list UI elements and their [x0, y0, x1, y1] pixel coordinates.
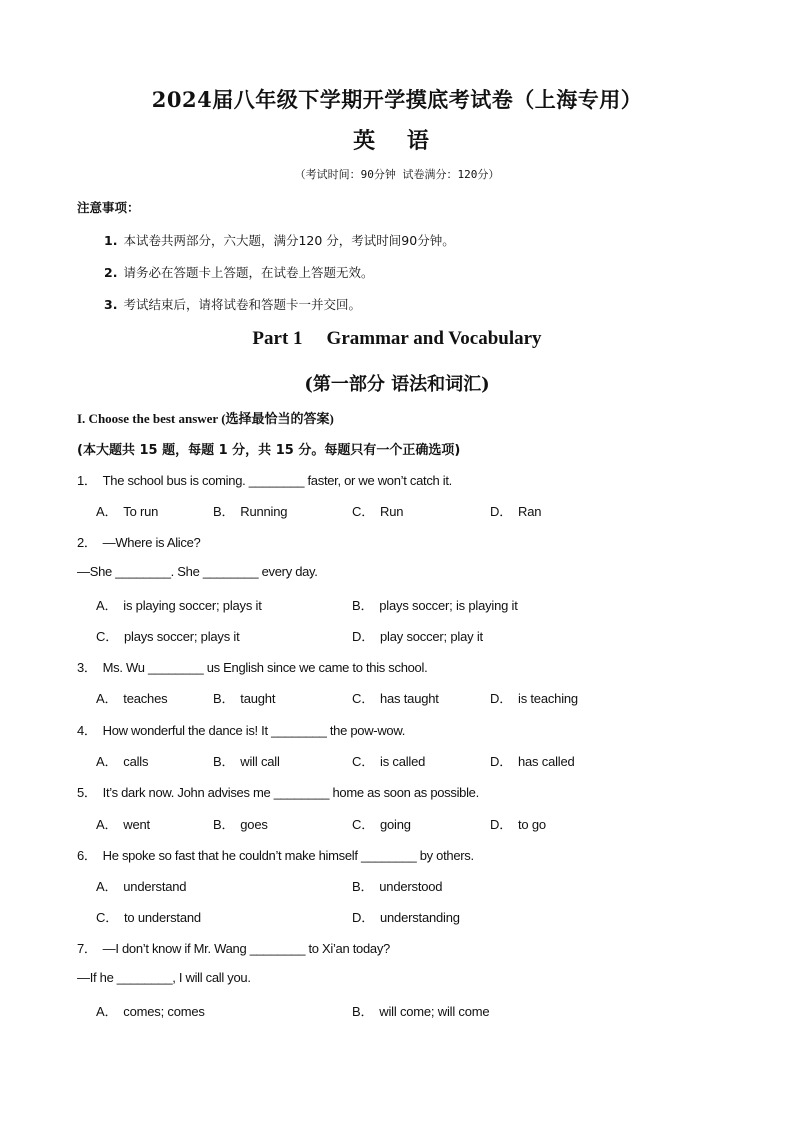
option-letter: C． — [96, 910, 118, 925]
option-letter: A． — [96, 598, 118, 613]
notice-item — [104, 295, 361, 313]
question-number: 1． — [77, 473, 97, 488]
answer-option[interactable] — [213, 814, 268, 833]
subject-title: 英 语 — [353, 128, 441, 154]
answer-option[interactable] — [96, 501, 158, 520]
answer-option[interactable] — [96, 814, 150, 833]
option-text: will call — [240, 754, 280, 769]
notice-item-number: 2. — [104, 265, 118, 280]
notice-heading: 注意事项： — [77, 200, 140, 215]
question-line: —She ________. She ________ every day. — [77, 564, 318, 579]
answer-option[interactable] — [352, 876, 442, 895]
option-letter: A． — [96, 691, 118, 706]
option-text: has called — [518, 754, 575, 769]
answer-option[interactable] — [490, 688, 578, 707]
option-letter: B． — [352, 598, 374, 613]
option-text: play soccer; play it — [380, 629, 483, 644]
answer-option[interactable] — [96, 876, 186, 895]
option-letter: C． — [352, 817, 374, 832]
answer-option[interactable] — [213, 501, 287, 520]
answer-option[interactable] — [490, 501, 541, 520]
option-letter: B． — [213, 817, 235, 832]
notice-item-text: 请务必在答题卡上答题，在试卷上答题无效。 — [123, 265, 374, 280]
answer-option[interactable] — [490, 814, 546, 833]
option-text: went — [123, 817, 150, 832]
option-text: has taught — [380, 691, 439, 706]
option-text: calls — [123, 754, 149, 769]
answer-option[interactable] — [352, 907, 460, 926]
question-stem — [77, 657, 427, 676]
part-title — [0, 328, 794, 350]
option-letter: B． — [213, 504, 235, 519]
option-letter: A． — [96, 1004, 118, 1019]
question-stem — [77, 470, 452, 489]
option-text: will come; will come — [379, 1004, 490, 1019]
notice-item-text: 考试结束后，请将试卷和答题卡一并交回。 — [123, 297, 361, 312]
question-number: 3． — [77, 660, 97, 675]
option-letter: B． — [213, 691, 235, 706]
option-letter: B． — [213, 754, 235, 769]
answer-option[interactable] — [96, 751, 148, 770]
answer-option[interactable] — [352, 501, 403, 520]
question-number: 6． — [77, 848, 97, 863]
option-text: understand — [123, 879, 187, 894]
option-text: Ran — [518, 504, 542, 519]
option-letter: C． — [352, 754, 374, 769]
option-letter: D． — [490, 504, 512, 519]
answer-option[interactable] — [352, 595, 518, 614]
question-number: 4． — [77, 723, 97, 738]
question-line: —If he ________, I will call you. — [77, 970, 251, 985]
answer-option[interactable] — [213, 688, 275, 707]
option-text: going — [380, 817, 411, 832]
answer-option[interactable] — [96, 688, 167, 707]
answer-option[interactable] — [352, 1001, 489, 1020]
option-text: taught — [240, 691, 276, 706]
notice-item-number: 1. — [104, 233, 118, 248]
option-letter: D． — [490, 754, 512, 769]
option-letter: C． — [352, 691, 374, 706]
option-letter: C． — [352, 504, 374, 519]
section-heading: I. Choose the best answer (选择最恰当的答案) — [77, 411, 334, 426]
option-text: Running — [240, 504, 288, 519]
option-text: is called — [380, 754, 426, 769]
question-text: —I don’t know if Mr. Wang ________ to Xi’an today? — [102, 941, 390, 956]
option-text: goes — [240, 817, 268, 832]
question-number: 7． — [77, 941, 97, 956]
answer-option[interactable] — [96, 626, 240, 645]
option-letter: A． — [96, 754, 118, 769]
question-stem — [77, 720, 405, 739]
option-text: To run — [123, 504, 159, 519]
part-name: Grammar and Vocabulary — [326, 328, 542, 349]
question-stem — [77, 782, 479, 801]
option-text: is teaching — [518, 691, 578, 706]
question-number: 2． — [77, 535, 97, 550]
option-text: to go — [518, 817, 546, 832]
option-letter: D． — [352, 629, 374, 644]
notice-item-text: 本试卷共两部分，六大题，满分120 分，考试时间90分钟。 — [123, 233, 455, 248]
answer-option[interactable] — [352, 751, 425, 770]
notice-item — [104, 231, 455, 249]
option-letter: D． — [352, 910, 374, 925]
answer-option[interactable] — [96, 1001, 205, 1020]
option-text: understanding — [380, 910, 460, 925]
answer-option[interactable] — [213, 751, 280, 770]
question-text: —Where is Alice? — [102, 535, 201, 550]
answer-option[interactable] — [352, 688, 439, 707]
question-text: How wonderful the dance is! It ________ the pow-wow. — [102, 723, 406, 738]
option-text: comes; comes — [123, 1004, 205, 1019]
question-text: He spoke so fast that he couldn’t make himself ________ by others. — [102, 848, 474, 863]
answer-option[interactable] — [352, 626, 483, 645]
answer-option[interactable] — [96, 907, 201, 926]
question-number: 5． — [77, 785, 97, 800]
option-letter: B． — [352, 1004, 374, 1019]
question-stem — [77, 938, 390, 957]
option-letter: C． — [96, 629, 118, 644]
option-text: to understand — [124, 910, 201, 925]
option-text: teaches — [123, 691, 168, 706]
exam-info: （考试时间：90分钟 试卷满分：120分） — [294, 168, 500, 181]
answer-option[interactable] — [96, 595, 262, 614]
option-letter: D． — [490, 691, 512, 706]
question-text: It’s dark now. John advises me ________ home as soon as possible. — [102, 785, 479, 800]
notice-item-number: 3. — [104, 297, 118, 312]
option-letter: A． — [96, 879, 118, 894]
answer-option[interactable] — [490, 751, 575, 770]
question-stem — [77, 532, 200, 551]
notice-item — [104, 263, 373, 281]
option-text: plays soccer; plays it — [124, 629, 240, 644]
option-text: Run — [380, 504, 404, 519]
part-subtitle: (第一部分 语法和词汇) — [304, 374, 490, 395]
answer-option[interactable] — [352, 814, 411, 833]
option-letter: B． — [352, 879, 374, 894]
option-letter: D． — [490, 817, 512, 832]
option-text: plays soccer; is playing it — [379, 598, 518, 613]
exam-title: 2024届八年级下学期开学摸底考试卷（上海专用） — [151, 87, 643, 112]
option-letter: A． — [96, 504, 118, 519]
question-text: The school bus is coming. ________ faster, or we won’t catch it. — [102, 473, 452, 488]
question-text: Ms. Wu ________ us English since we came to this school. — [102, 660, 428, 675]
part-label: Part 1 — [252, 328, 303, 349]
option-text: is playing soccer; plays it — [123, 598, 262, 613]
option-text: understood — [379, 879, 443, 894]
section-note: (本大题共 15 题，每题 1 分，共 15 分。每题只有一个正确选项) — [77, 443, 461, 458]
option-letter: A． — [96, 817, 118, 832]
question-stem — [77, 845, 474, 864]
